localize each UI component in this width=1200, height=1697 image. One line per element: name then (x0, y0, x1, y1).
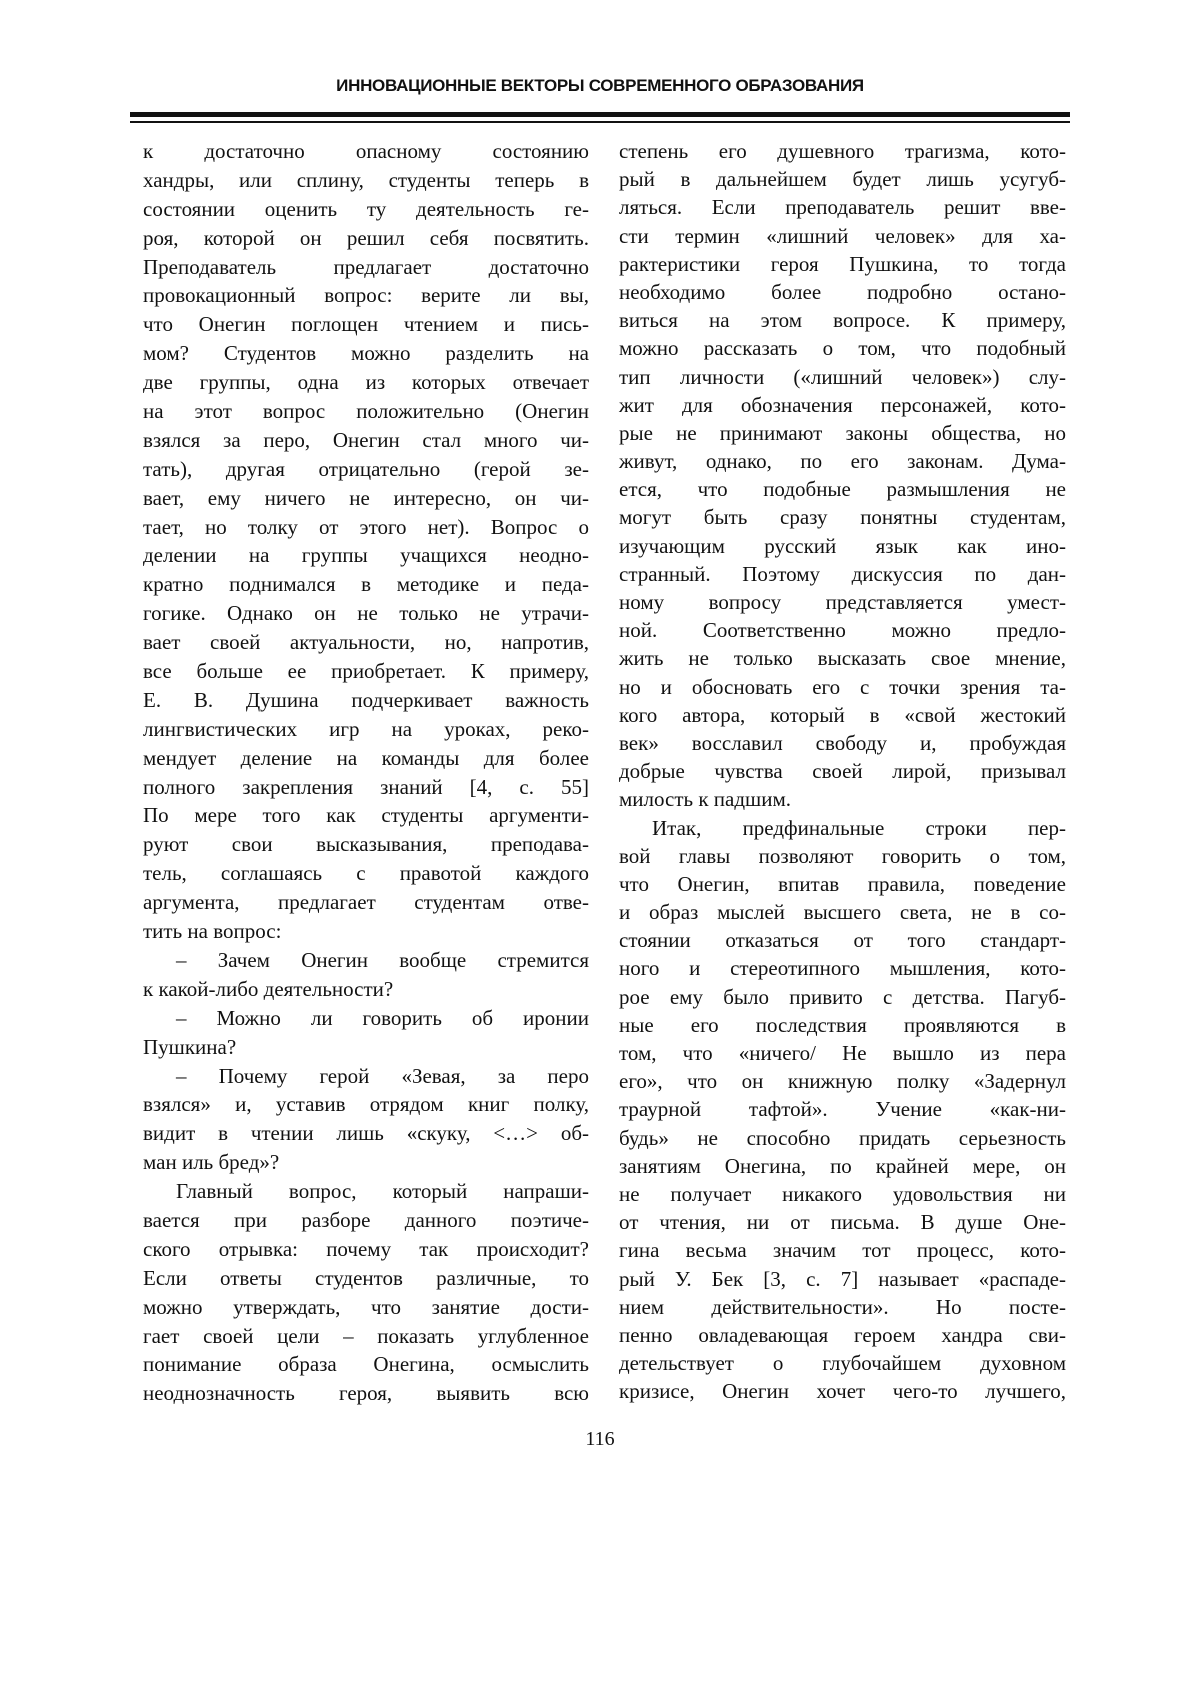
text-line: том, что «ничего/ Не вышло из пера (619, 1039, 1066, 1067)
text-line: занятиям Онегина, по крайней мере, он (619, 1152, 1066, 1180)
text-line: гает своей цели – показать углубленное (143, 1322, 589, 1351)
text-line: его», что он книжную полку «Задернул (619, 1067, 1066, 1095)
text-line: рый в дальнейшем будет лишь усугуб- (619, 165, 1066, 193)
text-line: стоянии отказаться от того стандарт- (619, 926, 1066, 954)
text-line: добрые чувства своей лирой, призывал (619, 757, 1066, 785)
text-line: ского отрывка: почему так происходит? (143, 1235, 589, 1264)
text-line: ные его последствия проявляются в (619, 1011, 1066, 1039)
text-line: можно утверждать, что занятие дости- (143, 1293, 589, 1322)
text-line: тить на вопрос: (143, 917, 589, 946)
text-line: и образ мыслей высшего света, не в со- (619, 898, 1066, 926)
text-line: ется, что подобные размышления не (619, 475, 1066, 503)
text-line: вается при разборе данного поэтиче- (143, 1206, 589, 1235)
text-line: все больше ее приобретает. К примеру, (143, 657, 589, 686)
text-line: полного закрепления знаний [4, с. 55] (143, 773, 589, 802)
text-line: тип личности («лишний человек») слу- (619, 363, 1066, 391)
text-line: рое ему было привито с детства. Пагуб- (619, 983, 1066, 1011)
text-line: гина весьма значим тот процесс, кото- (619, 1236, 1066, 1264)
text-line: не получает никакого удовольствия ни (619, 1180, 1066, 1208)
text-line: Если ответы студентов различные, то (143, 1264, 589, 1293)
text-line: тель, соглашаясь с правотой каждого (143, 859, 589, 888)
text-line: кризисе, Онегин хочет чего-то лучшего, (619, 1377, 1066, 1405)
text-line: мендует деление на команды для более (143, 744, 589, 773)
text-line: две группы, одна из которых отвечает (143, 368, 589, 397)
text-line: вает, ему ничего не интересно, он чи- (143, 484, 589, 513)
text-line: роя, которой он решил себя посвятить. (143, 224, 589, 253)
text-line: Главный вопрос, который напраши- (143, 1177, 589, 1206)
text-line: Пушкина? (143, 1033, 589, 1062)
text-line: ному вопросу представляется умест- (619, 588, 1066, 616)
text-line: милость к падшим. (619, 785, 1066, 813)
text-line: делении на группы учащихся неодно- (143, 541, 589, 570)
text-line: понимание образа Онегина, осмыслить (143, 1350, 589, 1379)
left-column (143, 137, 589, 1408)
text-line: хандры, или сплину, студенты теперь в (143, 166, 589, 195)
text-line: По мере того как студенты аргументи- (143, 801, 589, 830)
text-line: провокационный вопрос: верите ли вы, (143, 281, 589, 310)
text-line: кратно поднимался в методике и педа- (143, 570, 589, 599)
text-line: неоднозначность героя, выявить всю (143, 1379, 589, 1408)
text-line: аргумента, предлагает студентам отве- (143, 888, 589, 917)
text-line: жит для обозначения персонажей, кото- (619, 391, 1066, 419)
text-line: рактеристики героя Пушкина, то тогда (619, 250, 1066, 278)
text-line: Преподаватель предлагает достаточно (143, 253, 589, 282)
text-line: рый У. Бек [3, с. 7] называет «распаде- (619, 1265, 1066, 1293)
text-line: траурной тафтой». Учение «как-ни- (619, 1095, 1066, 1123)
header-rule-thin (130, 121, 1070, 123)
text-line: могут быть сразу понятны студентам, (619, 503, 1066, 531)
text-line: взялся» и, уставив отрядом книг полку, (143, 1090, 589, 1119)
text-line: взялся за перо, Онегин стал много чи- (143, 426, 589, 455)
text-line: детельствует о глубочайшем духовном (619, 1349, 1066, 1377)
text-line: Е. В. Душина подчеркивает важность (143, 686, 589, 715)
running-header: ИННОВАЦИОННЫЕ ВЕКТОРЫ СОВРЕМЕННОГО ОБРАЗОВАНИЯ (130, 76, 1070, 96)
text-line: к какой-либо деятельности? (143, 975, 589, 1004)
text-line: степень его душевного трагизма, кото- (619, 137, 1066, 165)
text-line: ного и стереотипного мышления, кото- (619, 954, 1066, 982)
text-line: вой главы позволяют говорить о том, (619, 842, 1066, 870)
text-line: тать), другая отрицательно (герой зе- (143, 455, 589, 484)
text-line: видит в чтении лишь «скуку, <…> об- (143, 1119, 589, 1148)
text-line: ман иль бред»? (143, 1148, 589, 1177)
text-line: от чтения, ни от письма. В душе Оне- (619, 1208, 1066, 1236)
text-line: можно рассказать о том, что подобный (619, 334, 1066, 362)
text-line: ляться. Если преподаватель решит вве- (619, 193, 1066, 221)
text-line: к достаточно опасному состоянию (143, 137, 589, 166)
text-line: лингвистических игр на уроках, реко- (143, 715, 589, 744)
text-line: состоянии оценить ту деятельность ге- (143, 195, 589, 224)
right-column (619, 137, 1066, 1405)
text-line: необходимо более подробно остано- (619, 278, 1066, 306)
text-line: будь» не способно придать серьезность (619, 1124, 1066, 1152)
text-line: изучающим русский язык как ино- (619, 532, 1066, 560)
text-line: нием действительности». Но посте- (619, 1293, 1066, 1321)
text-line: что Онегин поглощен чтением и пись- (143, 310, 589, 339)
header-rule-thick (130, 112, 1070, 117)
page-number: 116 (0, 1428, 1200, 1451)
text-line: руют свои высказывания, преподава- (143, 830, 589, 859)
text-line: гогике. Однако он не только не утрачи- (143, 599, 589, 628)
text-line: рые не принимают законы общества, но (619, 419, 1066, 447)
text-line: что Онегин, впитав правила, поведение (619, 870, 1066, 898)
text-line: век» восславил свободу и, пробуждая (619, 729, 1066, 757)
text-line: Итак, предфинальные строки пер- (619, 814, 1066, 842)
text-line: жить не только высказать свое мнение, (619, 644, 1066, 672)
text-line: – Можно ли говорить об иронии (143, 1004, 589, 1033)
text-line: – Почему герой «Зевая, за перо (143, 1062, 589, 1091)
text-line: на этот вопрос положительно (Онегин (143, 397, 589, 426)
text-line: вает своей актуальности, но, напротив, (143, 628, 589, 657)
text-line: ной. Соответственно можно предло- (619, 616, 1066, 644)
text-line: тает, но толку от этого нет). Вопрос о (143, 513, 589, 542)
text-line: сти термин «лишний человек» для ха- (619, 222, 1066, 250)
text-line: кого автора, который в «свой жестокий (619, 701, 1066, 729)
text-line: но и обосновать его с точки зрения та- (619, 673, 1066, 701)
text-line: виться на этом вопросе. К примеру, (619, 306, 1066, 334)
text-line: – Зачем Онегин вообще стремится (143, 946, 589, 975)
text-line: пенно овладевающая героем хандра сви- (619, 1321, 1066, 1349)
text-line: мом? Студентов можно разделить на (143, 339, 589, 368)
text-line: живут, однако, по его законам. Дума- (619, 447, 1066, 475)
text-line: странный. Поэтому дискуссия по дан- (619, 560, 1066, 588)
